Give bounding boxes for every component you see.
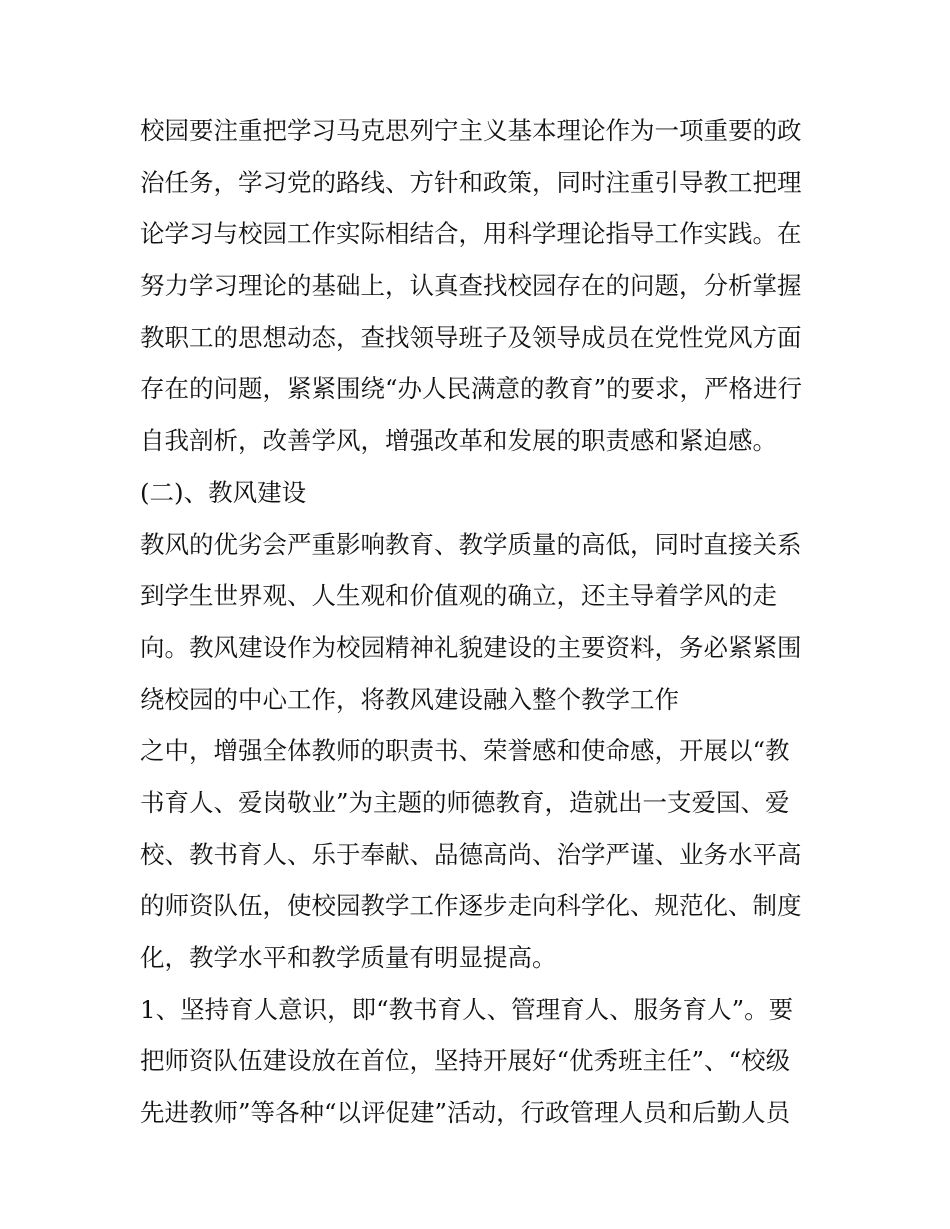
paragraph-line: 校园要注重把学习马克思列宁主义基本理论作为一项重要的政 bbox=[140, 116, 802, 145]
paragraph-line: 校、教书育人、乐于奉献、品德高尚、治学严谨、业务水平高 bbox=[140, 839, 802, 869]
paragraph-line: 论学习与校园工作实际相结合，用科学理论指导工作实践。在 bbox=[140, 219, 802, 249]
paragraph-line: 先进教师”等各种“以评促建”活动，行政管理人员和后勤人员 bbox=[140, 1098, 791, 1128]
numbered-item-line: 1、坚持育人意识，即“教书育人、管理育人、服务育人”。要 bbox=[140, 994, 794, 1024]
paragraph-line: 之中，增强全体教师的职责书、荣誉感和使命感，开展以“教 bbox=[140, 736, 790, 766]
paragraph-line: 把师资队伍建设放在首位，坚持开展好“优秀班主任”、“校级 bbox=[140, 1046, 791, 1076]
document-body bbox=[140, 105, 830, 1139]
paragraph-line: 绕校园的中心工作，将教风建设融入整个教学工作 bbox=[140, 684, 679, 714]
paragraph-line: 的师资队伍，使校园教学工作逐步走向科学化、规范化、制度 bbox=[140, 891, 802, 921]
paragraph-line: 教职工的思想动态，查找领导班子及领导成员在党性党风方面 bbox=[140, 322, 802, 352]
paragraph-line: 自我剖析，改善学风，增强改革和发展的职责感和紧迫感。 bbox=[140, 426, 777, 456]
section-heading: (二)、教风建设 bbox=[140, 477, 307, 507]
paragraph-line: 向。教风建设作为校园精神礼貌建设的主要资料，务必紧紧围 bbox=[140, 632, 802, 662]
paragraph-line: 治任务，学习党的路线、方针和政策，同时注重引导教工把理 bbox=[140, 167, 802, 197]
paragraph-line: 教风的优劣会严重影响教育、教学质量的高低，同时直接关系 bbox=[140, 529, 802, 559]
paragraph-line: 努力学习理论的基础上，认真查找校园存在的问题，分析掌握 bbox=[140, 271, 802, 301]
paragraph-line: 存在的问题，紧紧围绕“办人民满意的教育”的要求，严格进行 bbox=[140, 374, 803, 404]
paragraph-line: 化，教学水平和教学质量有明显提高。 bbox=[140, 943, 557, 972]
paragraph-line: 到学生世界观、人生观和价值观的确立，还主导着学风的走 bbox=[140, 581, 777, 611]
paragraph-line: 书育人、爱岗敬业”为主题的师德教育，造就出一支爱国、爱 bbox=[140, 787, 790, 817]
